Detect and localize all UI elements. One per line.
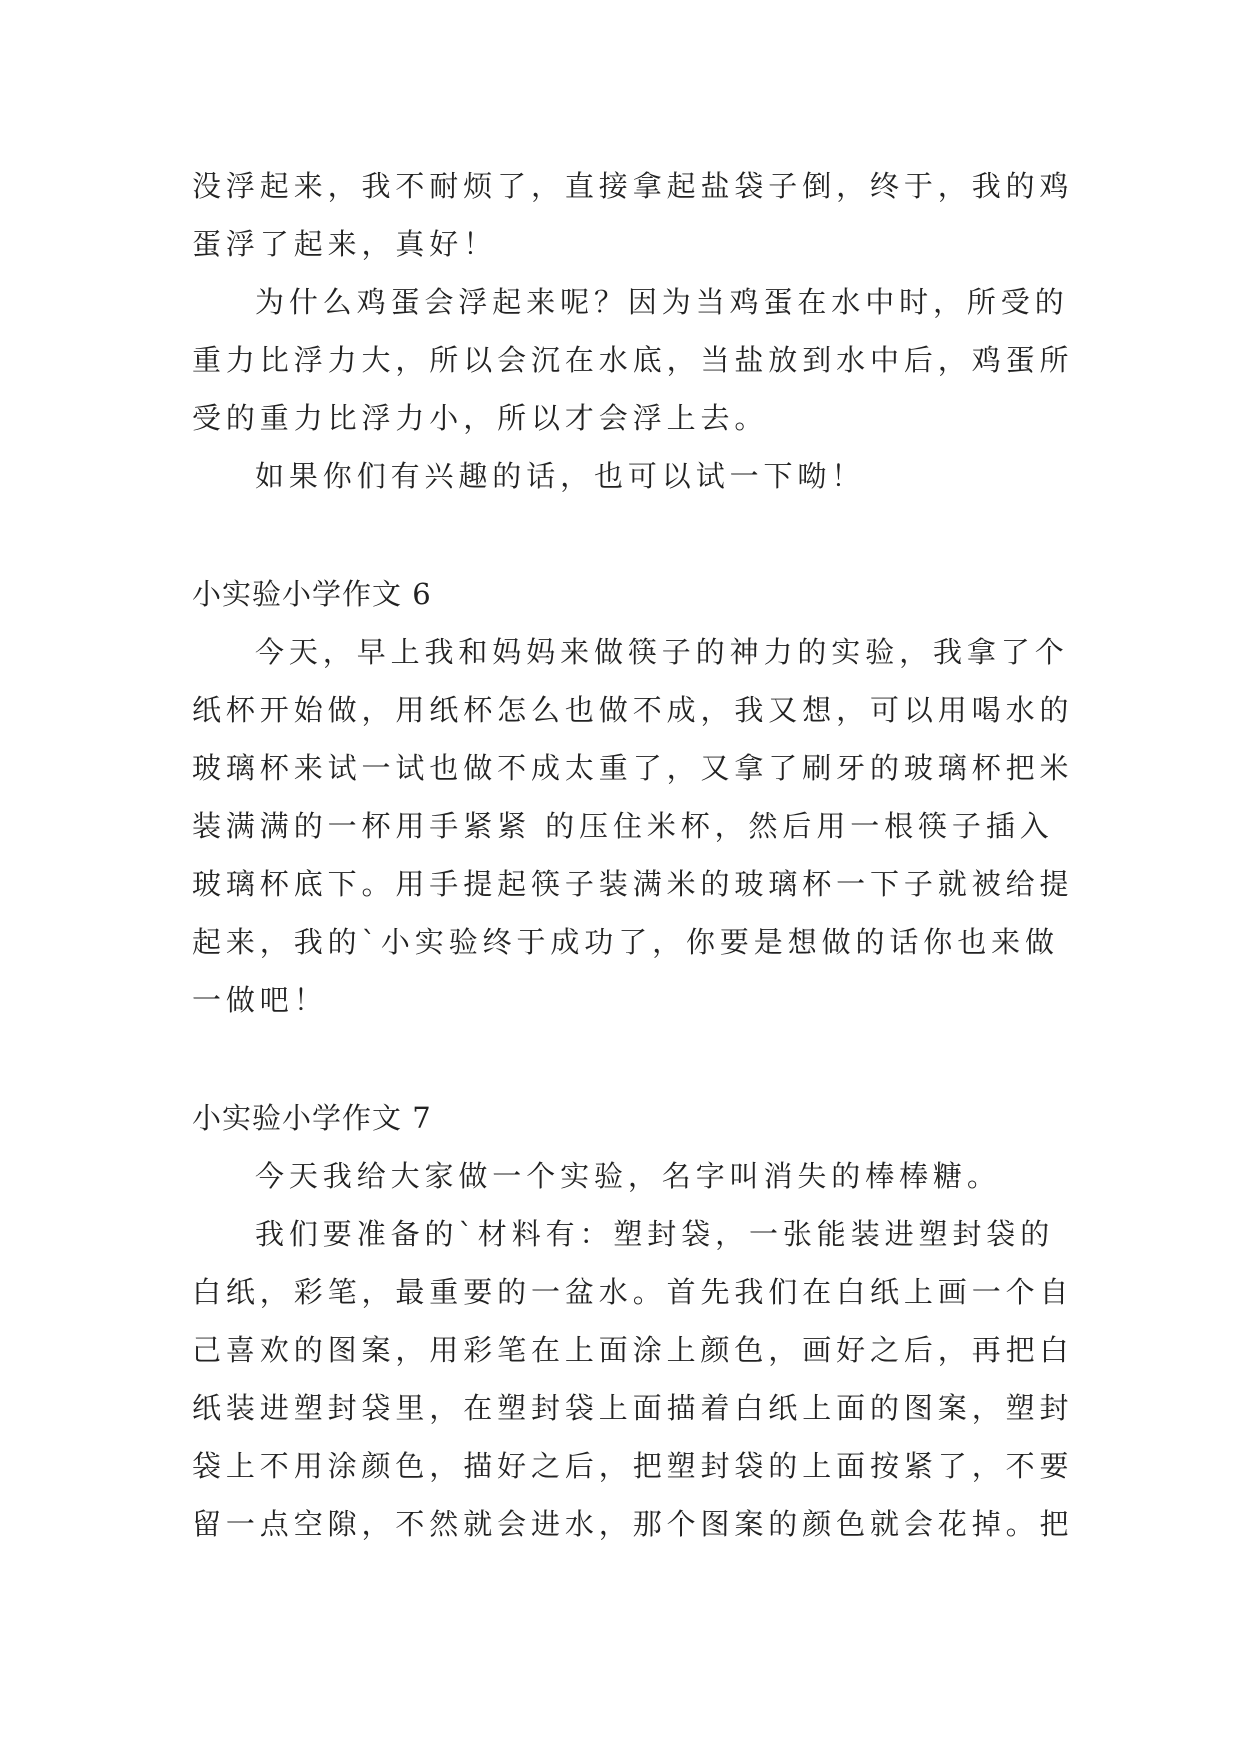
paragraph-line: 为什么鸡蛋会浮起来呢？因为当鸡蛋在水中时，所受的 (255, 285, 1069, 319)
paragraph-line: 没浮起来，我不耐烦了，直接拿起盐袋子倒，终于，我的鸡 (192, 169, 1074, 203)
paragraph-line: 纸杯开始做，用纸杯怎么也做不成，我又想，可以用喝水的 (192, 693, 1074, 727)
paragraph-line: 蛋浮了起来，真好！ (192, 227, 498, 261)
paragraph-line: 今天，早上我和妈妈来做筷子的神力的实验，我拿了个 (255, 635, 1069, 669)
paragraph-line: 今天我给大家做一个实验，名字叫消失的棒棒糖。 (255, 1159, 1001, 1193)
paragraph-line: 白纸，彩笔，最重要的一盆水。首先我们在白纸上画一个自 (192, 1275, 1074, 1309)
paragraph-line: 玻璃杯底下。用手提起筷子装满米的玻璃杯一下子就被给提 (192, 867, 1074, 901)
paragraph-line: 玻璃杯来试一试也做不成太重了，又拿了刷牙的玻璃杯把米 (192, 751, 1074, 785)
paragraph-line: 重力比浮力大，所以会沉在水底，当盐放到水中后，鸡蛋所 (192, 343, 1074, 377)
paragraph-line: 受的重力比浮力小，所以才会浮上去。 (192, 401, 769, 435)
paragraph-line: 袋上不用涂颜色，描好之后，把塑封袋的上面按紧了，不要 (192, 1449, 1074, 1483)
paragraph-line: 一做吧！ (192, 983, 328, 1017)
section-heading: 小实验小学作文 7 (192, 1101, 432, 1135)
paragraph-line: 己喜欢的图案，用彩笔在上面涂上颜色，画好之后，再把白 (192, 1333, 1074, 1367)
paragraph-line: 起来，我的`小实验终于成功了，你要是想做的话你也来做 (192, 925, 1059, 959)
section-heading: 小实验小学作文 6 (192, 577, 432, 611)
paragraph-line: 装满满的一杯用手紧紧 的压住米杯，然后用一根筷子插入 (192, 809, 1054, 843)
paragraph-line: 如果你们有兴趣的话，也可以试一下呦！ (255, 459, 866, 493)
paragraph-line: 纸装进塑封袋里，在塑封袋上面描着白纸上面的图案，塑封 (192, 1391, 1074, 1425)
paragraph-line: 我们要准备的`材料有：塑封袋，一张能装进塑封袋的 (255, 1217, 1055, 1251)
paragraph-line: 留一点空隙，不然就会进水，那个图案的颜色就会花掉。把 (192, 1507, 1074, 1541)
